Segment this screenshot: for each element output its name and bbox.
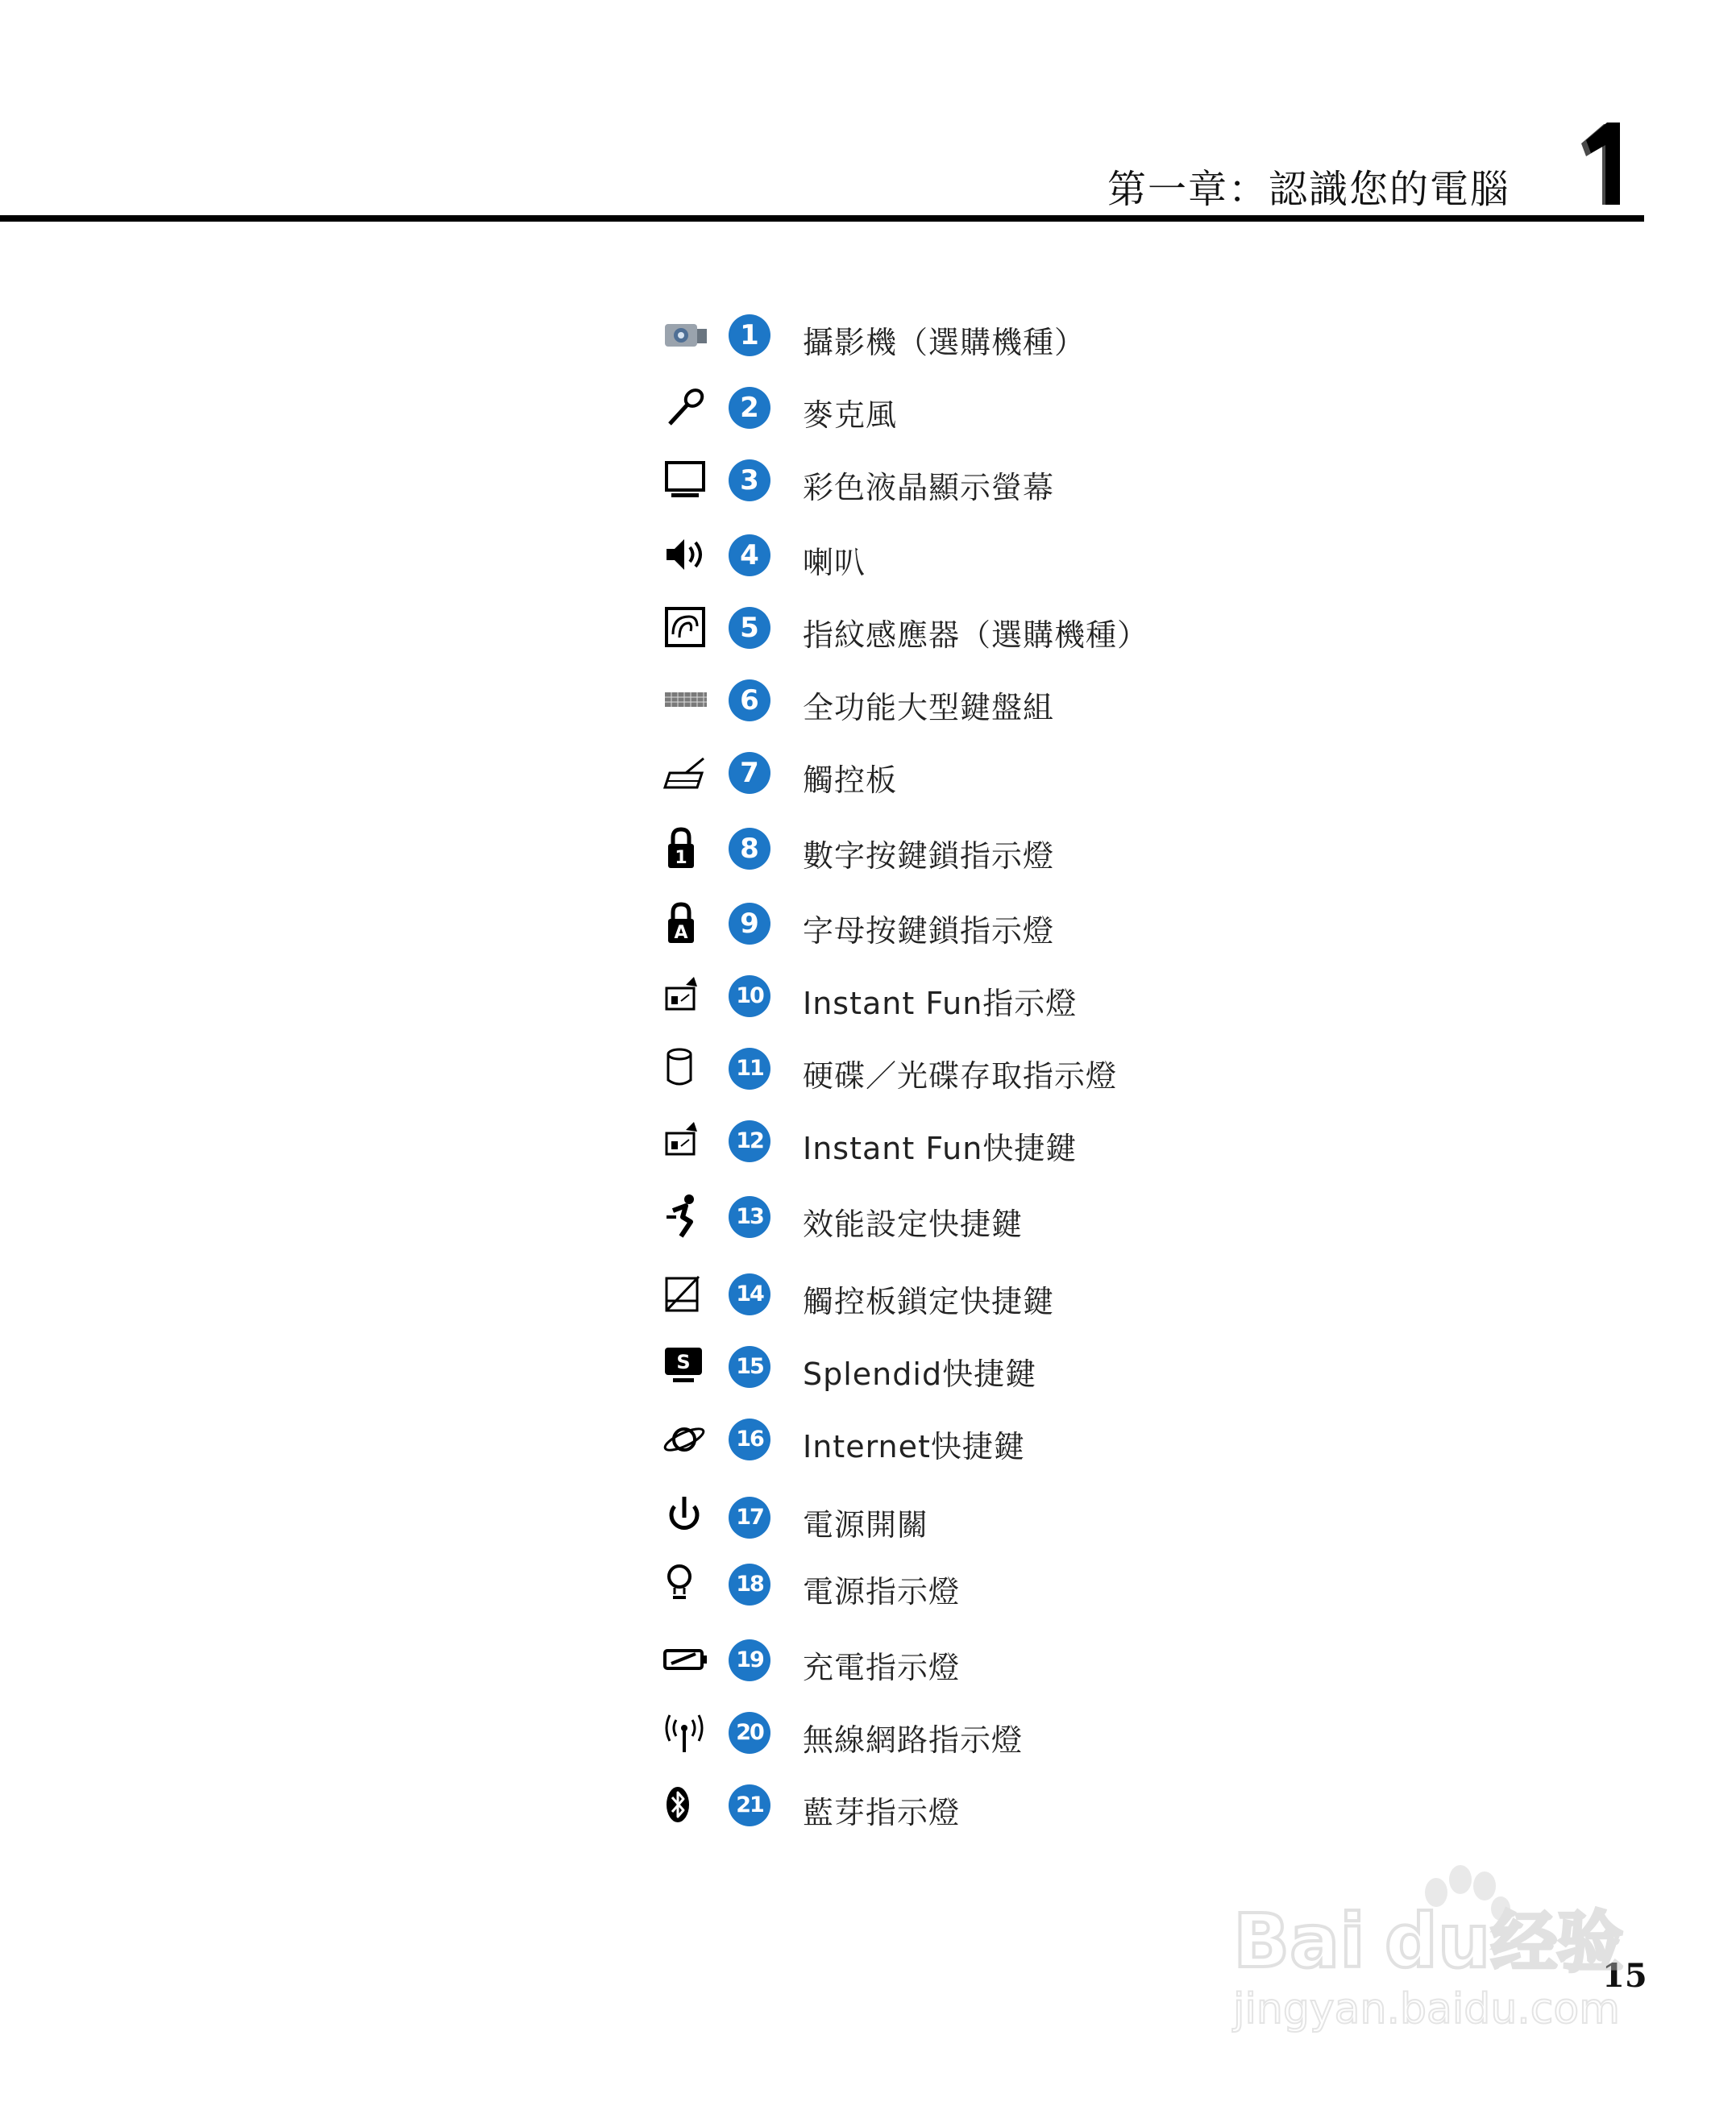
legend-label: 數字按鍵鎖指示燈 — [803, 837, 1055, 874]
number-badge — [729, 1497, 770, 1539]
legend-item — [661, 526, 1386, 583]
legend-item — [661, 306, 1386, 363]
number-badge — [729, 1419, 770, 1460]
legend-item — [661, 1556, 1386, 1612]
number-badge-text: 13 — [736, 1203, 763, 1229]
number-badge — [729, 387, 770, 429]
number-badge — [729, 828, 770, 870]
number-badge-text: 20 — [736, 1719, 763, 1745]
legend-item — [661, 1265, 1386, 1322]
camera-icon — [661, 311, 711, 358]
number-badge-text: 11 — [736, 1056, 763, 1082]
legend-label: 全功能大型鍵盤組 — [803, 690, 1055, 726]
number-badge — [729, 1048, 770, 1090]
number-badge-text: 9 — [740, 908, 759, 941]
number-badge-text: 16 — [736, 1427, 763, 1452]
number-badge — [729, 903, 770, 945]
number-badge — [729, 1712, 770, 1754]
legend-label: 藍芽指示燈 — [803, 1794, 961, 1830]
legend-item — [661, 744, 1386, 800]
legend-item — [661, 967, 1386, 1024]
legend-label: Instant Fun指示燈 — [803, 986, 1078, 1022]
number-badge-text: 12 — [736, 1128, 763, 1154]
svg-text:A: A — [674, 923, 688, 944]
legend-item — [661, 1631, 1386, 1688]
number-badge-text: 4 — [740, 539, 759, 572]
legend-label: 喇叭 — [803, 545, 866, 581]
touchpad-lock-icon — [661, 1270, 711, 1317]
keyboard-icon — [661, 676, 711, 723]
svg-text:du: du — [1385, 1898, 1491, 1984]
number-badge — [729, 1639, 770, 1681]
legend-item — [661, 1338, 1386, 1394]
legend-label: 硬碟／光碟存取指示燈 — [803, 1058, 1118, 1095]
bluetooth-icon — [661, 1781, 711, 1828]
wireless-icon — [661, 1709, 711, 1755]
battery-icon — [661, 1636, 711, 1683]
legend-label: 觸控板鎖定快捷鍵 — [803, 1284, 1055, 1320]
svg-text:S: S — [676, 1351, 691, 1374]
legend-label: 無線網路指示燈 — [803, 1722, 1024, 1758]
legend-item — [661, 895, 1386, 951]
number-badge-text: 17 — [736, 1504, 763, 1530]
number-badge — [729, 1273, 770, 1315]
legend-item — [661, 451, 1386, 508]
instant-fun-icon — [661, 972, 711, 1019]
legend-label: 麥克風 — [803, 397, 898, 434]
power-icon — [661, 1493, 711, 1540]
legend-label: 指紋感應器（選購機種） — [803, 617, 1149, 654]
number-badge — [729, 752, 770, 794]
legend-item — [661, 1188, 1386, 1244]
drive-icon — [661, 1045, 711, 1091]
legend-label: 字母按鍵鎖指示燈 — [803, 913, 1055, 949]
legend-item — [661, 1410, 1386, 1467]
svg-text:经验: 经验 — [1491, 1905, 1624, 1981]
number-badge-text: 19 — [736, 1647, 763, 1672]
number-badge-text: 15 — [736, 1354, 763, 1380]
number-badge — [729, 459, 770, 501]
legend-item — [661, 820, 1386, 876]
legend-item — [661, 1489, 1386, 1545]
speaker-icon — [661, 531, 711, 578]
component-legend — [661, 306, 1386, 1838]
splendid-icon — [661, 1343, 711, 1390]
num-lock-icon — [661, 825, 711, 871]
number-badge-text: 21 — [736, 1792, 763, 1817]
legend-label: 電源開關 — [803, 1506, 929, 1543]
touchpad-icon — [661, 749, 711, 796]
number-badge — [729, 1196, 770, 1238]
number-badge — [729, 1564, 770, 1606]
number-badge-text: 8 — [740, 832, 759, 865]
legend-label: 效能設定快捷鍵 — [803, 1206, 1024, 1242]
number-badge-text: 5 — [740, 612, 759, 645]
fingerprint-icon — [661, 604, 711, 650]
header-rule — [0, 215, 1644, 222]
number-badge-text: 1 — [740, 319, 759, 351]
internet-icon — [661, 1415, 711, 1462]
number-badge-text: 10 — [736, 983, 763, 1009]
chapter-title: 第一章：認識您的電腦 — [1107, 167, 1510, 212]
bulb-icon — [661, 1560, 711, 1607]
legend-item — [661, 379, 1386, 435]
page-number: 15 — [1602, 1957, 1647, 1995]
legend-label: Splendid快捷鍵 — [803, 1356, 1037, 1393]
number-badge — [729, 314, 770, 356]
number-badge-text: 7 — [740, 757, 759, 790]
legend-label: 觸控板 — [803, 762, 898, 799]
microphone-icon — [661, 384, 711, 430]
number-badge — [729, 1346, 770, 1388]
legend-label: 電源指示燈 — [803, 1574, 961, 1610]
legend-label: Internet快捷鍵 — [803, 1429, 1025, 1465]
baidu-watermark — [1225, 1830, 1644, 2039]
instant-fun-icon — [661, 1117, 711, 1164]
number-badge — [729, 607, 770, 649]
legend-label: 彩色液晶顯示螢幕 — [803, 470, 1055, 506]
number-badge — [729, 1120, 770, 1162]
legend-item — [661, 1776, 1386, 1833]
legend-label: 攝影機（選購機種） — [803, 325, 1086, 360]
legend-item — [661, 671, 1386, 728]
legend-item — [661, 599, 1386, 655]
number-badge-text: 6 — [740, 684, 759, 717]
legend-label: 充電指示燈 — [803, 1649, 961, 1685]
power4gear-icon — [661, 1193, 711, 1240]
number-badge-text: 18 — [736, 1572, 763, 1597]
legend-label: Instant Fun快捷鍵 — [803, 1131, 1078, 1167]
number-badge-text: 2 — [740, 392, 759, 425]
number-badge — [729, 679, 770, 721]
svg-text:Bai: Bai — [1233, 1898, 1365, 1984]
number-badge-text: 14 — [736, 1282, 763, 1307]
number-badge — [729, 534, 770, 576]
display-icon — [661, 456, 711, 503]
legend-item — [661, 1040, 1386, 1096]
legend-item — [661, 1704, 1386, 1760]
svg-text:1: 1 — [675, 847, 687, 868]
legend-item — [661, 1112, 1386, 1169]
number-badge-text: 3 — [740, 464, 759, 497]
number-badge — [729, 1784, 770, 1826]
caps-lock-icon — [661, 899, 711, 946]
svg-text:jingyan.baidu.com: jingyan.baidu.com — [1233, 1985, 1620, 2033]
chapter-number-logo — [1570, 121, 1626, 208]
number-badge — [729, 975, 770, 1017]
